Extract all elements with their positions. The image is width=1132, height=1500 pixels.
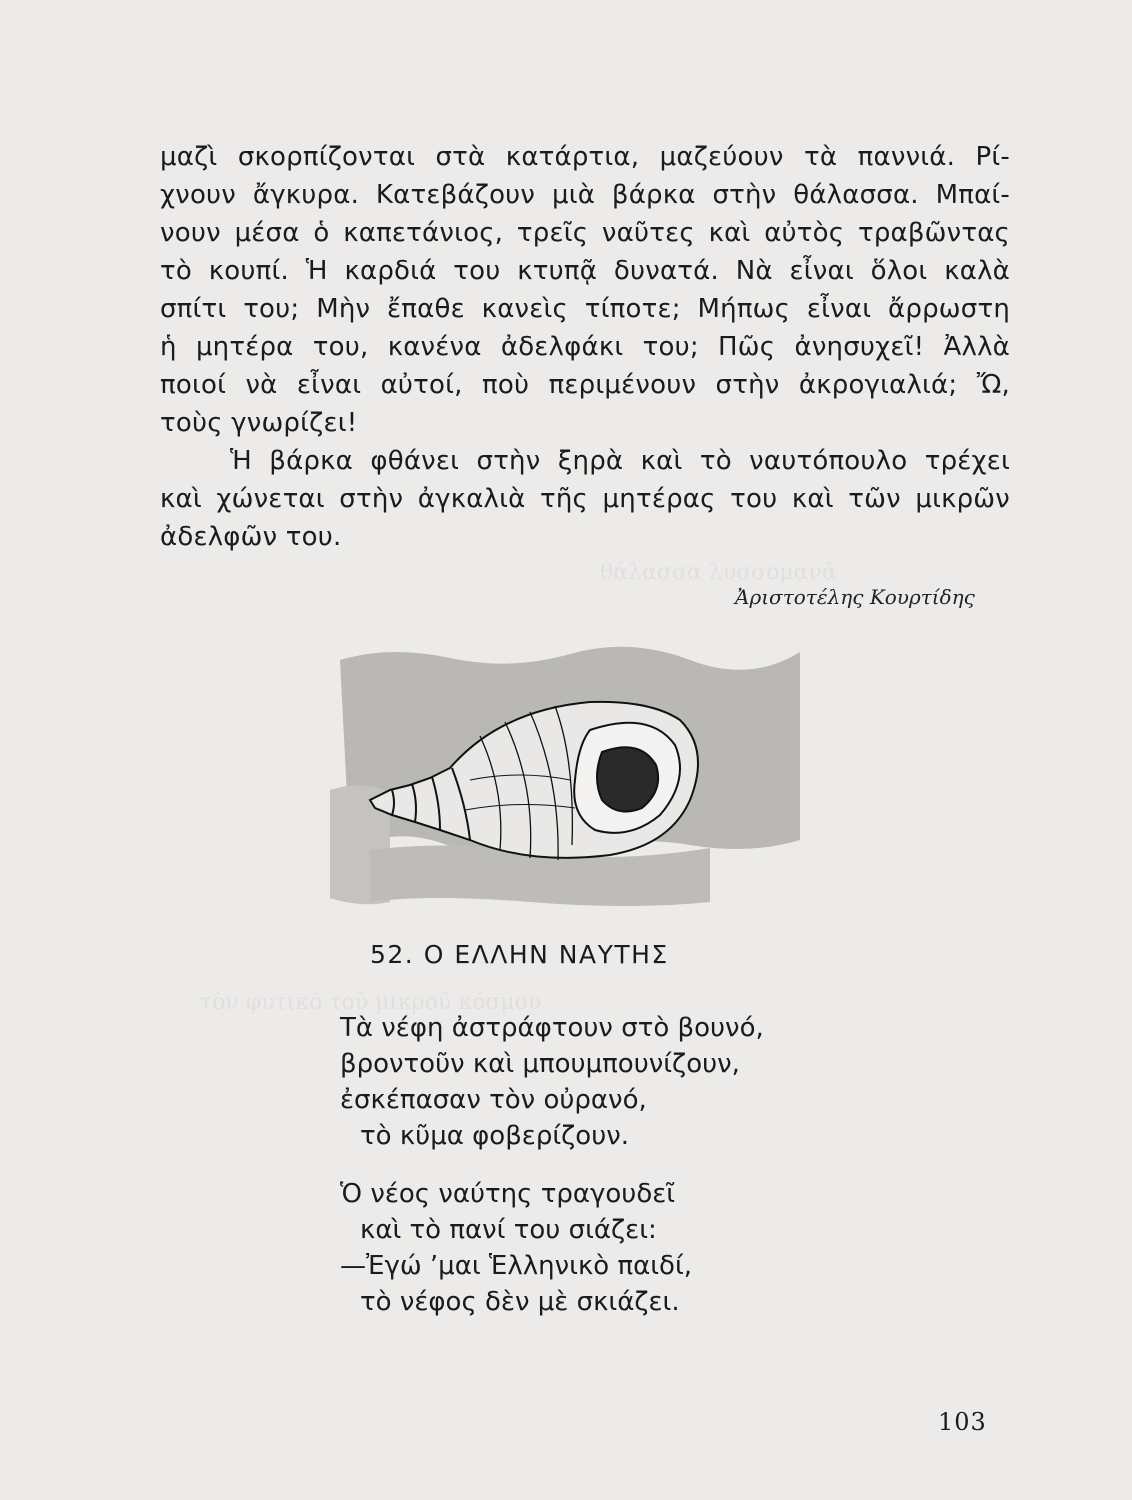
- prose-line: νουν μέσα ὁ καπετάνιος, τρεῖς ναῦτες καὶ αὐτὸς τραβῶντας: [160, 218, 1010, 248]
- bleed-through-text: θάλασσα λυσσομανᾶ: [600, 560, 837, 585]
- poem-title: 52. Ο ΕΛΛΗΝ ΝΑΥΤΗΣ: [370, 940, 669, 969]
- prose-line: Ἡ βάρκα φθάνει στὴν ξηρὰ καὶ τὸ ναυτόπουλο τρέχει: [230, 446, 1010, 476]
- poem-body: [340, 1010, 860, 1342]
- poem-line: Ὁ νέος ναύτης τραγουδεῖ: [340, 1179, 676, 1209]
- poem-line: βροντοῦν καὶ μπουμπουνίζουν,: [340, 1049, 740, 1079]
- poem-line: καὶ τὸ πανί του σιάζει:: [360, 1215, 657, 1245]
- poem-stanza: [340, 1176, 860, 1320]
- prose-line: ποιοί νὰ εἶναι αὐτοί, ποὺ περιμένουν στὴν ἀκρογιαλιά; Ὤ,: [160, 370, 1010, 400]
- prose-line: τοὺς γνωρίζει!: [160, 408, 358, 438]
- poem-line: τὸ κῦμα φοβερίζουν.: [360, 1121, 630, 1151]
- prose-line: τὸ κουπί. Ἡ καρδιά του κτυπᾷ δυνατά. Νὰ εἶναι ὅλοι καλὰ: [160, 256, 1010, 286]
- poem-line: τὸ νέφος δὲν μὲ σκιάζει.: [360, 1287, 680, 1317]
- seashell-icon: [330, 640, 810, 910]
- poem-line: Τὰ νέφη ἀστράφτουν στὸ βουνό,: [340, 1013, 764, 1043]
- poem-line: —Ἐγώ ’μαι Ἑλληνικὸ παιδί,: [340, 1251, 693, 1281]
- prose-line: καὶ χώνεται στὴν ἀγκαλιὰ τῆς μητέρας του καὶ τῶν μικρῶν: [160, 484, 1010, 514]
- poem-line: ἐσκέπασαν τὸν οὐρανό,: [340, 1085, 647, 1115]
- bleed-through-text: τὸν φυτικὸ τοῦ μικροῦ κόσμου: [200, 990, 542, 1015]
- poem-stanza: [340, 1010, 860, 1154]
- prose-line: ἀδελφῶν του.: [160, 522, 342, 552]
- prose-line: χνουν ἄγκυρα. Κατεβάζουν μιὰ βάρκα στὴν θάλασσα. Μπαί-: [160, 180, 1010, 210]
- prose-line: ἡ μητέρα του, κανένα ἀδελφάκι του; Πῶς ἀνησυχεῖ! Ἀλλὰ: [160, 332, 1010, 362]
- author-credit: Ἀριστοτέλης Κουρτίδης: [735, 585, 975, 609]
- prose-paragraph: [160, 138, 1010, 556]
- prose-line: σπίτι του; Μὴν ἔπαθε κανεὶς τίποτε; Μήπως εἶναι ἄρρωστη: [160, 294, 1010, 324]
- page-number: 103: [938, 1408, 987, 1436]
- prose-line: μαζὶ σκορπίζονται στὰ κατάρτια, μαζεύουν τὰ παννιά. Ρί-: [160, 142, 1010, 172]
